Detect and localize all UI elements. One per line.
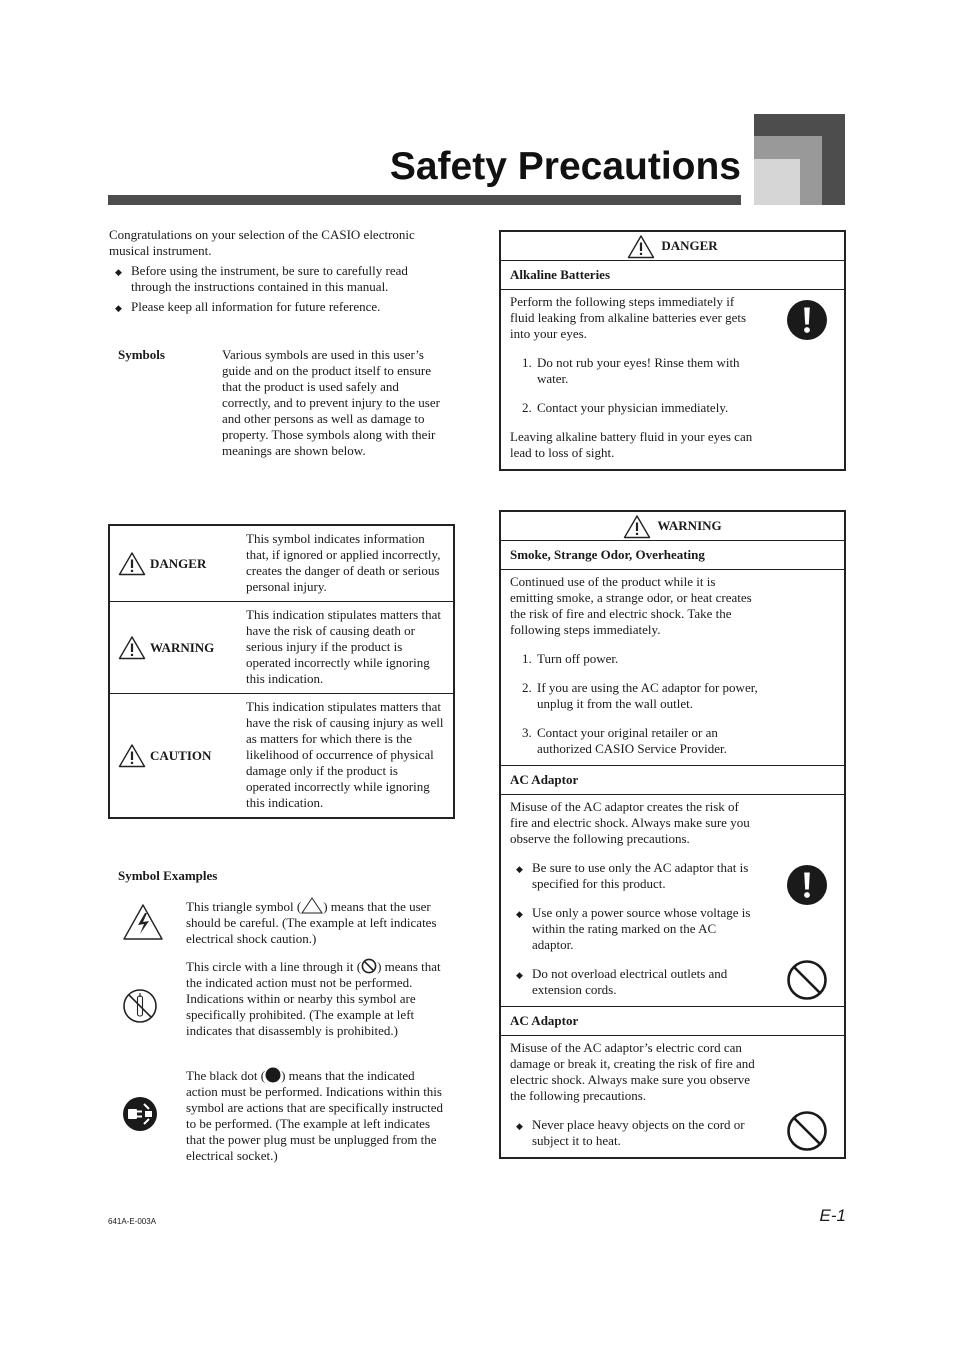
table-row [110,694,453,817]
ac-adaptor-cord-intro: Misuse of the AC adaptor’s electric cord can damage or break it, creating the risk of fire and electric shock. Always make sure you observe the following precautions. [510,1040,755,1103]
intro-bullets [109,263,449,315]
list-item: 3. Contact your original retailer or an authorized CASIO Service Provider. [522,725,727,756]
intro-paragraph: Congratulations on your selection of the CASIO electronic musical instrument. [109,227,415,258]
no-disassembly-icon [122,988,158,1024]
list-item: ◆ Before using the instrument, be sure to carefully read through the instructions contained in this manual. [115,263,408,294]
document-code: 641A-E-003A [108,1217,157,1226]
symbol-legend-table [108,524,455,819]
smoke-intro: Continued use of the product while it is emitting smoke, a strange odor, or heat creates the risk of fire and electric shock. Take the following steps immediately. [510,574,752,637]
warning-box [499,510,846,1159]
ac-adaptor-intro: Misuse of the AC adaptor creates the risk of fire and electric shock. Always make sure you observe the following precautions. [510,799,750,846]
diamond-bullet-icon: ◆ [516,1121,523,1131]
danger-label: DANGER [150,555,207,571]
warning-description: This indication stipulates matters that have the risk of causing death or serious injury if the product is operated incorrectly while ignoring this indication. [246,607,441,686]
list-item: ◆ Use only a power source whose voltage is within the rating marked on the AC adaptor. [516,905,751,952]
page-title: Safety Precautions [389,145,741,188]
warning-triangle-icon [623,514,651,539]
page-number: E-1 [819,1206,846,1225]
table-row [110,602,453,694]
list-item: ◆ Please keep all information for future reference. [115,299,381,314]
warning-triangle-icon [118,551,146,576]
caution-description: This indication stipulates matters that have the risk of causing injury as well as matters for which there is the likelihood of occurrence of physical damage only if the product is operated incorrectly while ignoring this indication. [246,699,444,810]
warning-triangle-icon [118,743,146,768]
exclamation-circle-icon [786,299,828,341]
intro-section [109,227,449,319]
alkaline-batteries-heading: Alkaline Batteries [501,261,844,290]
ac-adaptor-cord-heading: AC Adaptor [501,1007,844,1036]
prohibition-icon [361,958,377,974]
title-underline-bar [108,195,741,205]
list-item: 1. Turn off power. [522,651,619,666]
warning-triangle-outline-icon [301,897,323,914]
list-item: ◆ Never place heavy objects on the cord or subject it to heat. [516,1117,745,1148]
list-item: 2. If you are using the AC adaptor for power, unplug it from the wall outlet. [522,680,758,711]
list-item: 1. Do not rub your eyes! Rinse them with water. [522,355,740,386]
symbols-description: Various symbols are used in this user’s guide and on the product itself to ensure that the product is used safely and correctly, and to prevent injury to the user and other persons as well as damage to property. Those symbols along with their meanings are shown below. [222,347,440,458]
list-item: ◆ Do not overload electrical outlets and extension cords. [516,966,728,997]
danger-box [499,230,846,471]
warning-label: WARNING [150,639,215,655]
danger-intro: Perform the following steps immediately if fluid leaking from alkaline batteries ever gets into your eyes. [510,294,747,341]
ac-adaptor-heading: AC Adaptor [501,766,844,795]
table-row [110,526,453,602]
warning-triangle-icon [627,234,655,259]
list-item: 2. Contact your physician immediately. [522,400,729,415]
danger-description: This symbol indicates information that, if ignored or applied incorrectly, creates the danger of death or serious personal injury. [246,531,441,594]
unplug-icon [122,1096,158,1132]
diamond-bullet-icon: ◆ [516,909,523,919]
warning-triangle-icon [118,635,146,660]
diamond-bullet-icon: ◆ [115,267,122,277]
electric-shock-icon [122,903,164,941]
danger-outro: Leaving alkaline battery fluid in your eyes can lead to loss of sight. [510,429,753,460]
caution-label: CAUTION [150,747,212,763]
list-item: ◆ Be sure to use only the AC adaptor that is specified for this product. [516,860,749,891]
exclamation-circle-icon [786,864,828,906]
warning-box-heading: WARNING [657,518,722,533]
danger-box-heading: DANGER [661,238,718,253]
smoke-heading: Smoke, Strange Odor, Overheating [501,541,844,570]
symbols-heading: Symbols [118,347,165,362]
diamond-bullet-icon: ◆ [516,970,523,980]
header-decoration [754,114,845,205]
black-dot-icon [265,1067,281,1083]
prohibition-icon [786,959,828,1001]
prohibition-icon [786,1110,828,1152]
diamond-bullet-icon: ◆ [115,303,122,313]
symbol-examples-heading: Symbol Examples [118,868,218,883]
diamond-bullet-icon: ◆ [516,864,523,874]
